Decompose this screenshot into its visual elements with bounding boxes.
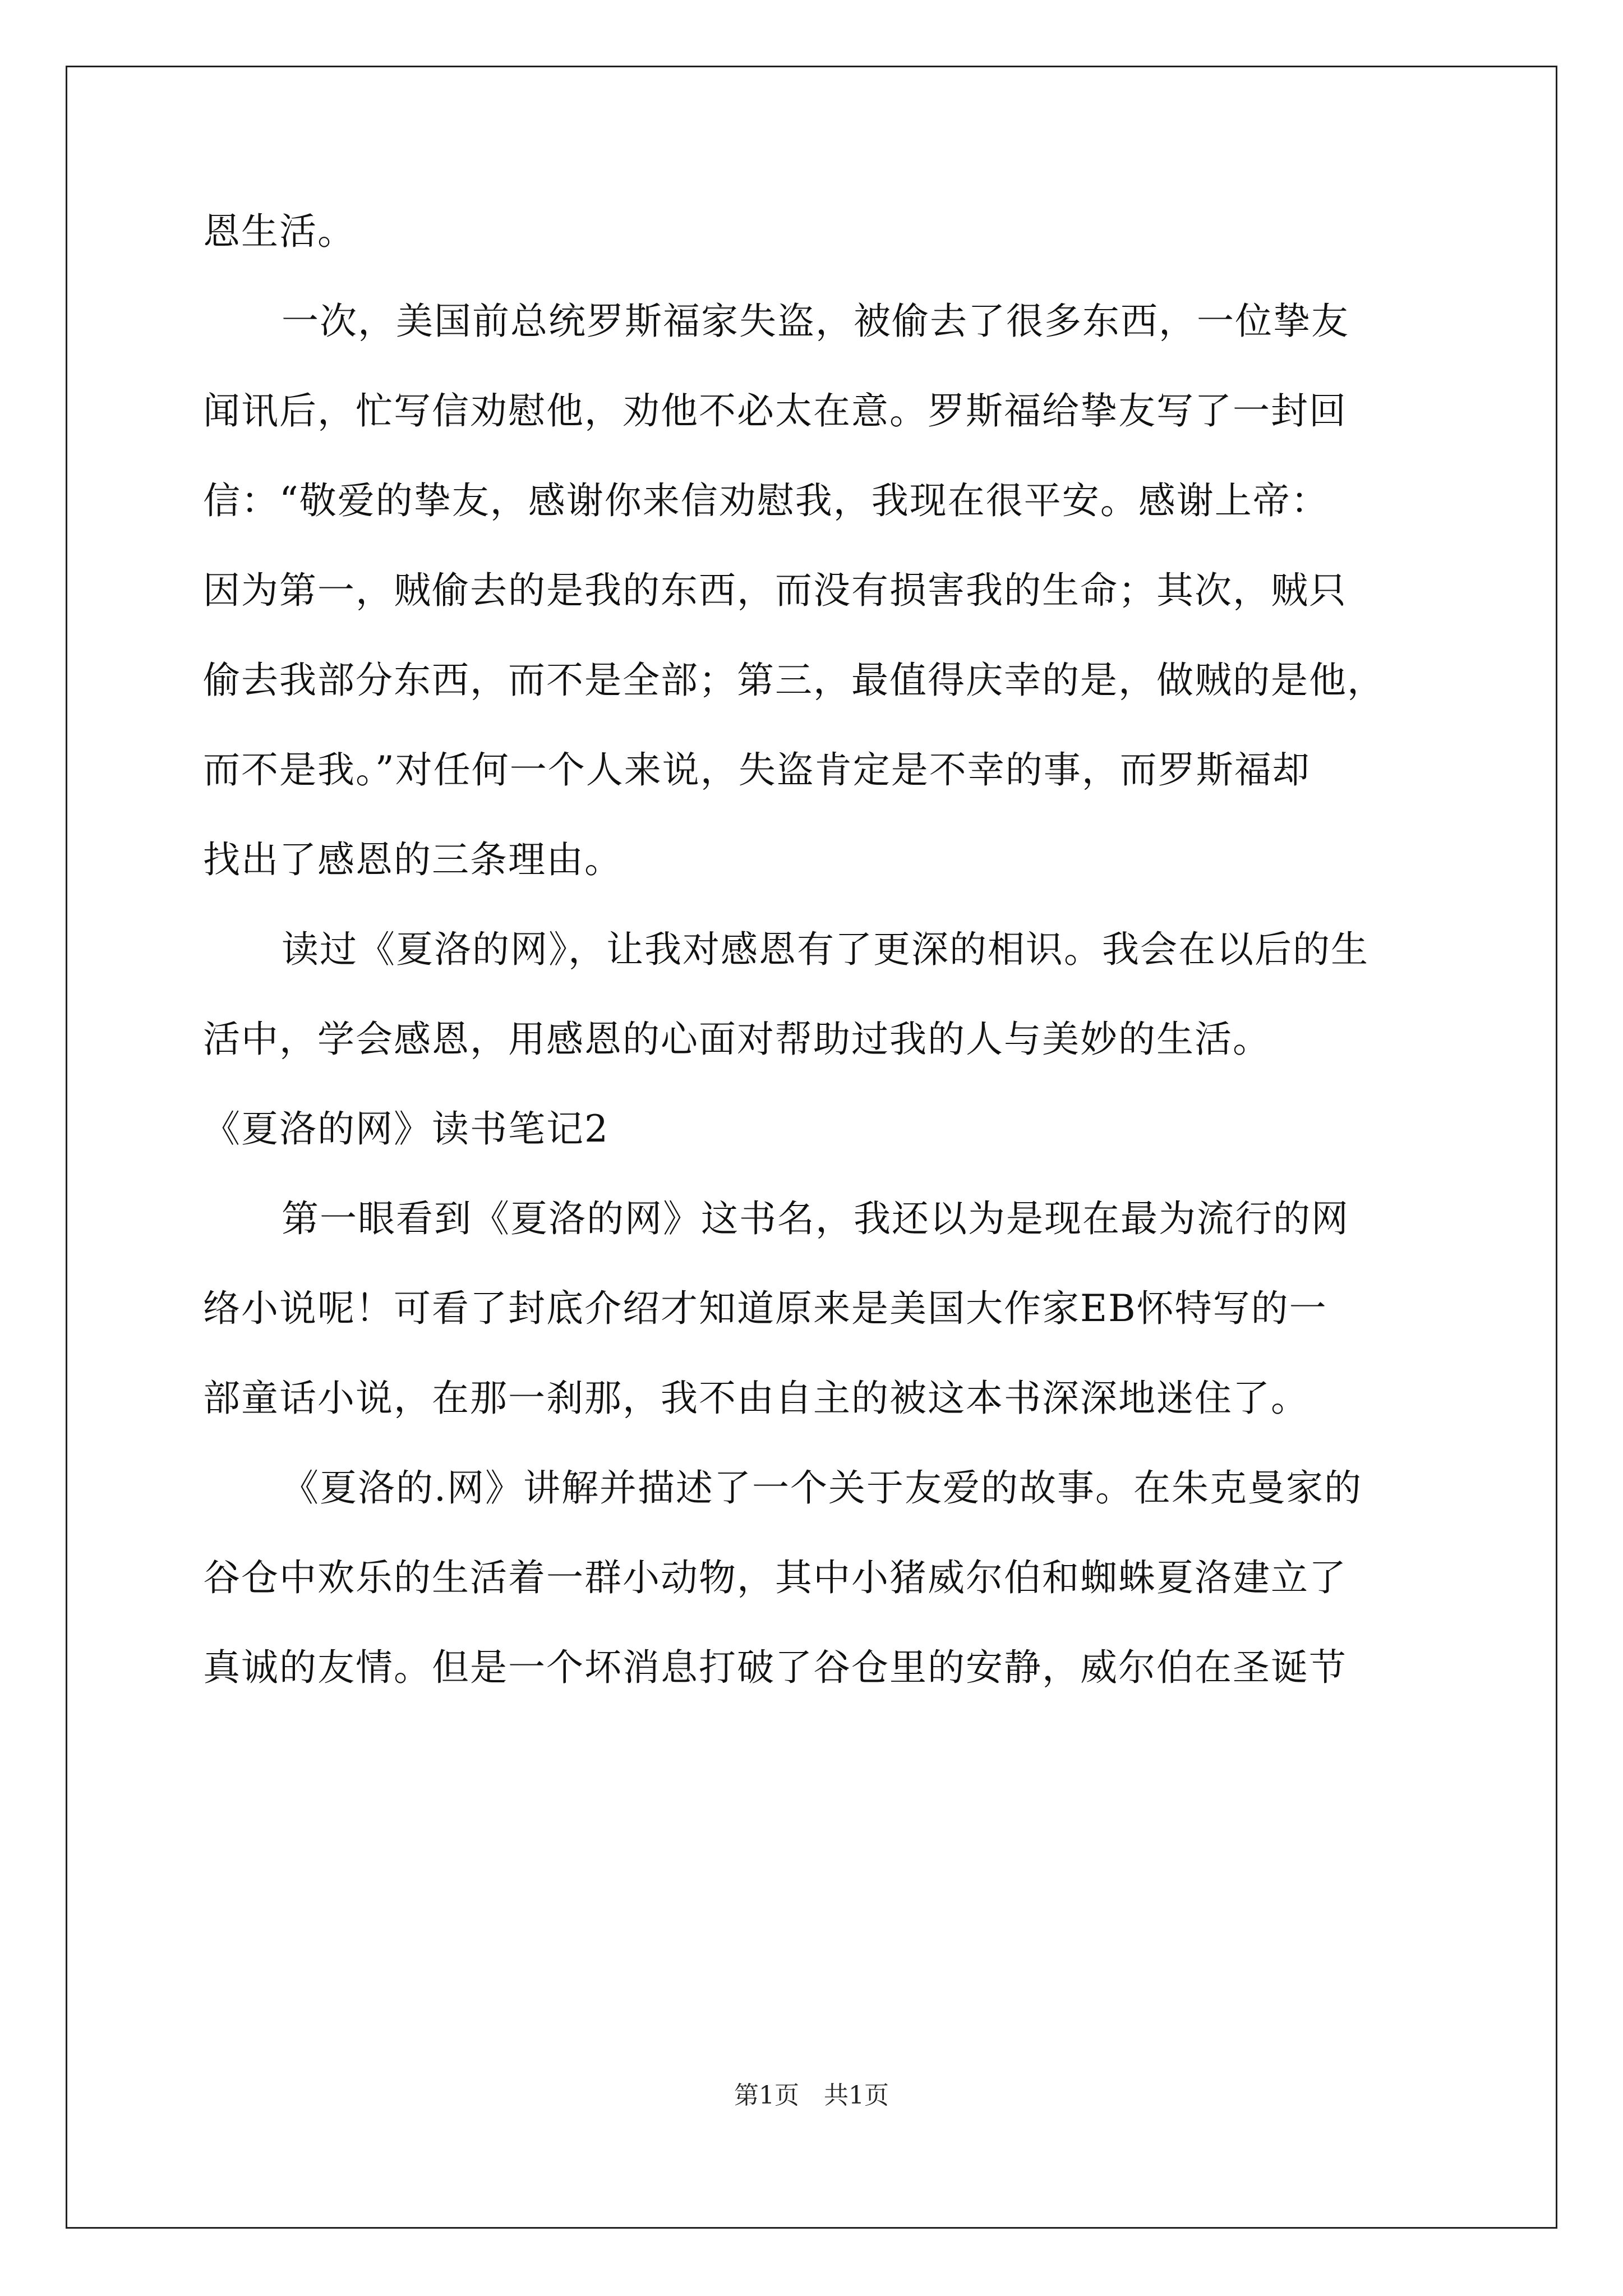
text-line: 而不是我。”对任何一个人来说，失盗肯定是不幸的事，而罗斯福却 (203, 748, 1311, 792)
text-line: 恩生活。 (203, 210, 356, 253)
text-line: 真诚的友情。但是一个坏消息打破了谷仓里的安静，威尔伯在圣诞节 (203, 1646, 1347, 1689)
text-line: 闻讯后，忙写信劝慰他，劝他不必太在意。罗斯福给挚友写了一封回 (203, 389, 1347, 432)
page-footer: 第1页 共1页 (734, 2081, 889, 2110)
text-line: 谷仓中欢乐的生活着一群小动物，其中小猪威尔伯和蜘蛛夏洛建立了 (203, 1556, 1347, 1599)
paragraph-first-line: 一次，美国前总统罗斯福家失盗，被偷去了很多东西，一位挚友 (282, 300, 1349, 343)
paragraph-first-line: 第一眼看到《夏洛的网》这书名，我还以为是现在最为流行的网 (282, 1197, 1349, 1240)
text-line: 络小说呢！可看了封底介绍才知道原来是美国大作家EB怀特写的一 (203, 1287, 1327, 1330)
text-line: 偷去我部分东西，而不是全部；第三，最值得庆幸的是，做贼的是他， (203, 659, 1385, 702)
text-line: 因为第一，贼偷去的是我的东西，而没有损害我的生命；其次，贼只 (203, 569, 1347, 612)
text-line: 找出了感恩的三条理由。 (203, 838, 623, 881)
text-line: 部童话小说，在那一刹那，我不由自主的被这本书深深地迷住了。 (203, 1377, 1309, 1420)
text-line: 信：“敬爱的挚友，感谢你来信劝慰我，我现在很平安。感谢上帝： (203, 479, 1329, 522)
paragraph-first-line: 《夏洛的.网》讲解并描述了一个关于友爱的故事。在朱克曼家的 (282, 1466, 1362, 1510)
text-line: 活中，学会感恩，用感恩的心面对帮助过我的人与美妙的生活。 (203, 1018, 1271, 1061)
paragraph-first-line: 读过《夏洛的网》，让我对感恩有了更深的相识。我会在以后的生 (282, 928, 1369, 971)
section-heading: 《夏洛的网》读书笔记2 (203, 1107, 609, 1151)
